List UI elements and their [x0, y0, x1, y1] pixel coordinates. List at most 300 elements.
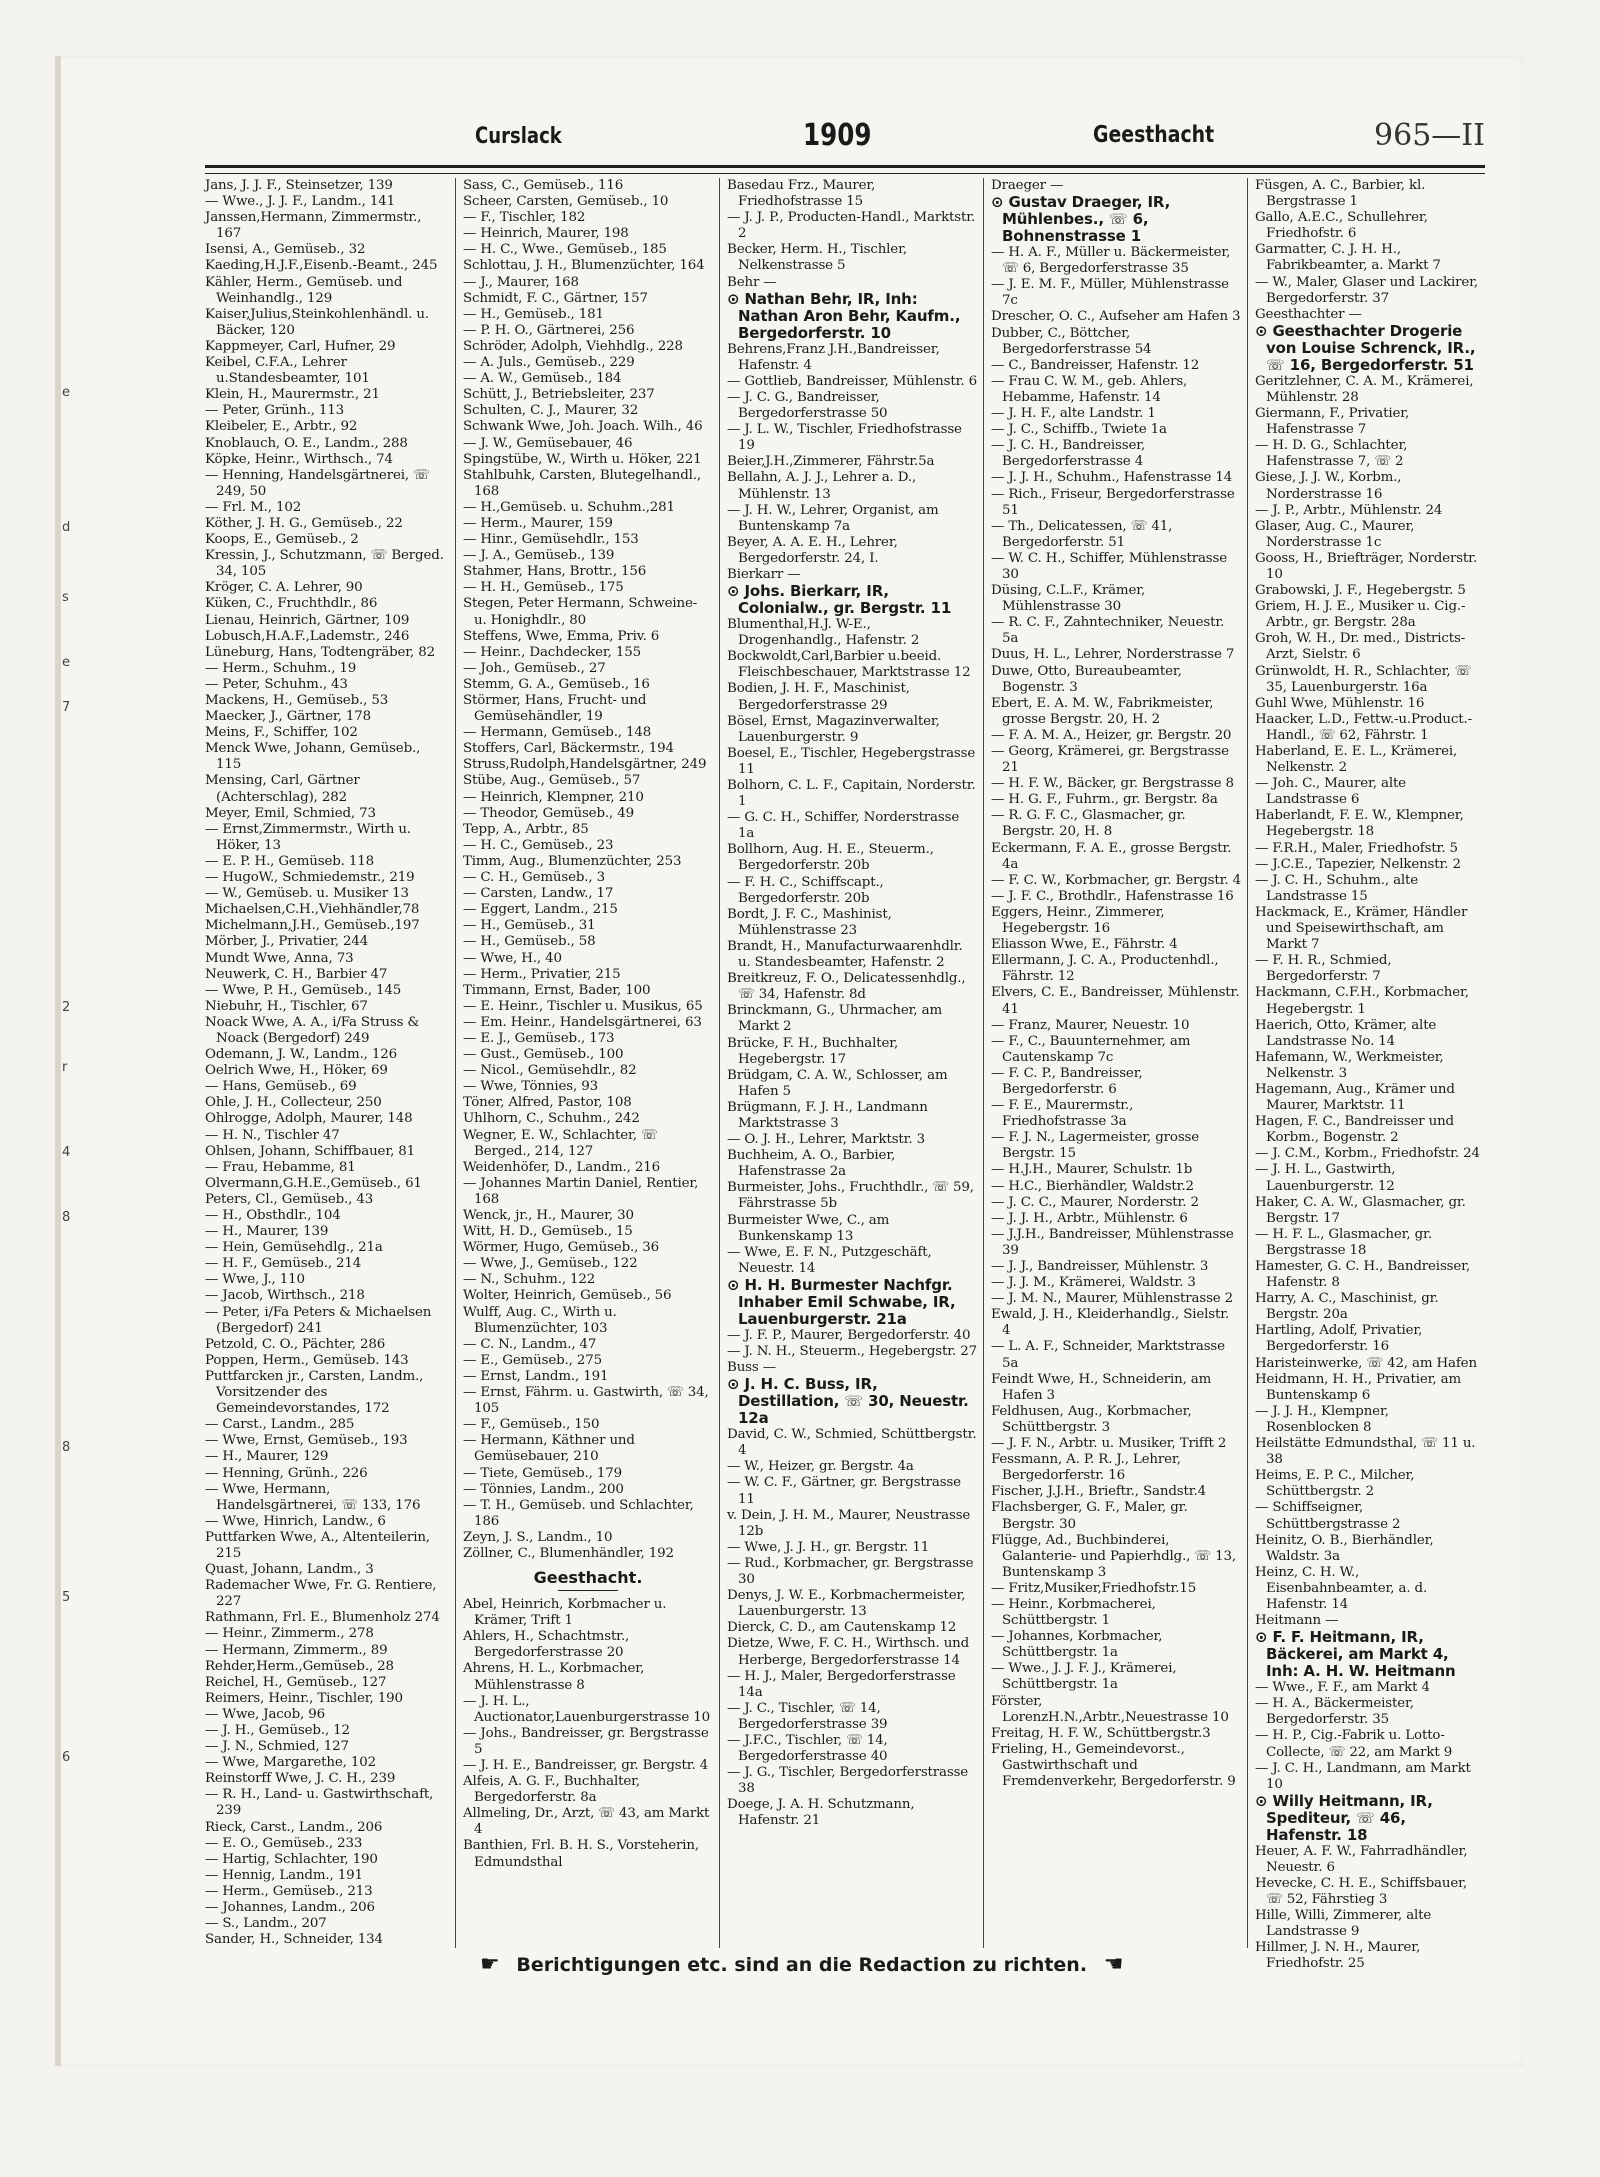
margin-mark: 8: [62, 1440, 71, 1455]
directory-entry: — H. A. F., Müller u. Bäckermeister, ☏ 6, Bergedorferstrasse 35: [991, 245, 1231, 277]
directory-entry: — H.,Gemüseb. u. Schuhm.,281: [463, 499, 675, 515]
directory-entry: Ohlsen, Johann, Schiffbauer, 81: [205, 1143, 416, 1159]
directory-entry: — F., Tischler, 182: [463, 210, 586, 226]
directory-entry: ⊙ Willy Heitmann, IR, Spediteur, ☏ 46, Hafenstr. 18: [1255, 1791, 1433, 1844]
directory-entry: Janssen,Hermann, Zimmermstr., 167: [205, 210, 422, 242]
directory-entry: Haberlandt, F. E. W., Klempner, Hegebergstr. 18: [1255, 808, 1464, 840]
directory-entry: — E., Gemüseb., 275: [463, 1352, 602, 1368]
directory-entry: — Herm., Gemüseb., 213: [205, 1883, 373, 1899]
directory-entry: — Hartig, Schlachter, 190: [205, 1851, 378, 1867]
directory-entry: — Herm., Schuhm., 19: [205, 660, 357, 676]
directory-entry: Stemm, G. A., Gemüseb., 16: [463, 676, 650, 692]
directory-entry: Quast, Johann, Landm., 3: [205, 1562, 374, 1578]
directory-entry: — J. J. H., Klempner, Rosenblocken 8: [1255, 1403, 1389, 1435]
directory-entry: Feldhusen, Aug., Korbmacher, Schüttbergstr. 3: [991, 1403, 1192, 1435]
directory-entry: Meyer, Emil, Schmied, 73: [205, 805, 376, 821]
directory-entry: Frieling, H., Gemeindevorst., Gastwirthschaft und Fremdenverkehr, Bergedorferstr. 9: [991, 1741, 1236, 1789]
directory-entry: Reinstorff Wwe, J. C. H., 239: [205, 1771, 396, 1787]
directory-entry: — J. C., Tischler, ☏ 14, Bergedorferstrasse 39: [727, 1700, 888, 1732]
directory-entry: Düsing, C.L.F., Krämer, Mühlenstrasse 30: [991, 583, 1146, 615]
directory-entry: Ahlers, H., Schachtmstr., Bergedorferstrasse 20: [463, 1629, 630, 1661]
directory-entry: — C. N., Landm., 47: [463, 1336, 597, 1352]
directory-entry: — H., Gemüseb., 58: [463, 934, 596, 950]
directory-entry: Geesthachter —: [1255, 306, 1362, 322]
directory-entry: — J. F. N., Arbtr. u. Musiker, Trifft 2: [991, 1436, 1227, 1452]
page-fold: [55, 56, 61, 2066]
directory-entry: Rademacher Wwe, Fr. G. Rentiere, 227: [205, 1578, 437, 1610]
directory-entry: — Hinr., Gemüsehdlr., 153: [463, 532, 639, 548]
margin-mark: 5: [62, 1590, 71, 1605]
directory-entry: — Johannes Martin Daniel, Rentier, 168: [463, 1175, 699, 1207]
directory-entry: Wegner, E. W., Schlachter, ☏ Berged., 214, 127: [463, 1127, 658, 1159]
directory-entry: — J. H. L., Auctionator,Lauenburgerstrasse 10: [463, 1693, 710, 1725]
directory-entry: — S., Landm., 207: [205, 1916, 327, 1932]
directory-entry: — Joh., Gemüseb., 27: [463, 660, 606, 676]
margin-mark: d: [62, 520, 71, 535]
directory-entry: Fischer, J.J.H., Brieftr., Sandstr.4: [991, 1484, 1206, 1500]
directory-entry: Zeyn, J. S., Landm., 10: [463, 1529, 613, 1545]
directory-entry: Duwe, Otto, Bureaubeamter, Bogenstr. 3: [991, 663, 1182, 695]
directory-entry: — Gust., Gemüseb., 100: [463, 1047, 624, 1063]
directory-entry: Kleibeler, E., Arbtr., 92: [205, 419, 358, 435]
directory-entry: Schwank Wwe, Joh. Joach. Wilh., 46: [463, 419, 703, 435]
directory-entry: — C. H., Gemüseb., 3: [463, 870, 605, 886]
directory-entry: — E. Heinr., Tischler u. Musikus, 65: [463, 998, 703, 1014]
directory-entry: — J. H., Gemüseb., 12: [205, 1723, 350, 1738]
directory-entry: — G. C. H., Schiffer, Norderstrasse 1a: [727, 810, 960, 842]
directory-entry: Eliasson Wwe, E., Fährstr. 4: [991, 937, 1178, 953]
directory-entry: Odemann, J. W., Landm., 126: [205, 1047, 397, 1063]
directory-entry: Küken, C., Fruchthdlr., 86: [205, 596, 378, 612]
directory-entry: — H., Obsthdlr., 104: [205, 1208, 341, 1223]
header-year: 1909: [803, 118, 872, 153]
directory-entry: Heims, E. P. C., Milcher, Schüttbergstr. 2: [1255, 1468, 1415, 1500]
directory-entry: Breitkreuz, F. O., Delicatessenhdlg., ☏ 34, Hafenstr. 8d: [727, 971, 966, 1003]
directory-entry: Heinitz, O. B., Bierhändler, Waldstr. 3a: [1255, 1532, 1434, 1564]
directory-entry: Rieck, Carst., Landm., 206: [205, 1819, 383, 1835]
directory-entry: Hamester, G. C. H., Bandreisser, Hafenstr. 8: [1255, 1259, 1471, 1291]
directory-entry: Becker, Herm. H., Tischler, Nelkenstrasse 5: [727, 242, 907, 274]
directory-entry: — J. C.M., Korbm., Friedhofstr. 24: [1255, 1146, 1480, 1162]
directory-entry: — Wwe, J. J. H., gr. Bergstr. 11: [727, 1539, 930, 1555]
directory-entry: Jans, J. J. F., Steinsetzer, 139: [205, 178, 393, 193]
directory-entry: Steffens, Wwe, Emma, Priv. 6: [463, 628, 660, 644]
directory-entry: — J. H. F., alte Landstr. 1: [991, 406, 1156, 422]
page-footer: [470, 1952, 1133, 1977]
section-title-geesthacht: Geesthacht.: [533, 1568, 643, 1588]
column-4: [991, 178, 1241, 1948]
directory-entry: Kähler, Herm., Gemüseb. und Weinhandlg., 129: [205, 274, 403, 306]
directory-entry: — Herm., Privatier, 215: [463, 966, 621, 982]
directory-entry: Alfeis, A. G. F., Buchhalter, Bergedorferstr. 8a: [463, 1774, 641, 1806]
column-5: [1255, 178, 1485, 1972]
directory-entry: Puttfarken Wwe, A., Altenteilerin, 215: [205, 1529, 430, 1561]
column-4-entries: [991, 178, 1241, 1790]
directory-entry: — F. A. M. A., Heizer, gr. Bergstr. 20: [991, 727, 1232, 743]
directory-entry: Dierck, C. D., am Cautenskamp 12: [727, 1620, 957, 1636]
directory-entry: — Theodor, Gemüseb., 49: [463, 805, 634, 821]
directory-entry: — J. J. H., Schuhm., Hafenstrasse 14: [991, 470, 1233, 486]
directory-entry: Wenck, jr., H., Maurer, 30: [463, 1208, 634, 1223]
directory-entry: Giese, J. J. W., Korbm., Norderstrasse 16: [1255, 470, 1402, 502]
directory-entry: — Heinr., Dachdecker, 155: [463, 644, 641, 660]
header-left-place: Curslack: [475, 124, 562, 149]
directory-entry: Peters, Cl., Gemüseb., 43: [205, 1191, 374, 1207]
directory-entry: Gallo, A.E.C., Schullehrer, Friedhofstr. 6: [1255, 210, 1428, 242]
directory-entry: — J. G., Tischler, Bergedorferstrasse 38: [727, 1765, 969, 1797]
directory-entry: Brinckmann, G., Uhrmacher, am Markt 2: [727, 1003, 943, 1035]
page-header: [195, 118, 1485, 162]
directory-entry: Eggers, Heinr., Zimmerer, Hegebergstr. 16: [991, 904, 1165, 937]
directory-entry: Heinz, C. H. W., Eisenbahnbeamter, a. d. Hafenstr. 14: [1255, 1564, 1428, 1612]
directory-entry: Keibel, C.F.A., Lehrer u.Standesbeamter, 101: [205, 355, 370, 387]
directory-entry: — J. N. H., Steuerm., Hegebergstr. 27: [727, 1344, 977, 1359]
margin-mark: 8: [62, 1210, 71, 1225]
directory-entry: — F. C. W., Korbmacher, gr. Bergstr. 4: [991, 872, 1241, 888]
directory-entry: Haker, C. A. W., Glasmacher, gr. Bergstr. 17: [1255, 1194, 1466, 1226]
directory-entry: — Wwe, Hermann, Handelsgärtnerei, ☏ 133, 176: [205, 1481, 421, 1513]
directory-entry: v. Dein, J. H. M., Maurer, Neustrasse 12b: [727, 1507, 971, 1539]
directory-entry: Zöllner, C., Blumenhändler, 192: [463, 1545, 674, 1561]
directory-entry: Haristeinwerke, ☏ 42, am Hafen: [1255, 1355, 1477, 1371]
directory-entry: — Hermann, Gemüseb., 148: [463, 725, 652, 741]
directory-entry: Klein, H., Maurermstr., 21: [205, 387, 380, 403]
directory-entry: — H. D. G., Schlachter, Hafenstrasse 7, ☏ 2: [1255, 438, 1408, 470]
directory-entry: Heilstätte Edmundsthal, ☏ 11 u. 38: [1255, 1436, 1476, 1468]
directory-entry: — H.C., Bierhändler, Waldstr.2: [991, 1178, 1194, 1194]
directory-entry: Buss —: [727, 1360, 776, 1376]
column-2: [463, 178, 713, 1948]
directory-entry: — W., Gemüseb. u. Musiker 13: [205, 886, 409, 902]
directory-entry: Ahrens, H. L., Korbmacher, Mühlenstrasse 8: [463, 1661, 645, 1693]
directory-entry: — Heinrich, Klempner, 210: [463, 789, 644, 805]
directory-entry: Brandt, H., Manufacturwaarenhdlr. u. Standesbeamter, Hafenstr. 2: [727, 938, 963, 971]
directory-entry: David, C. W., Schmied, Schüttbergstr. 4: [727, 1427, 977, 1459]
directory-entry: — Wwe, E. F. N., Putzgeschäft, Neuestr. 14: [727, 1244, 932, 1276]
directory-entry: — H.J.H., Maurer, Schulstr. 1b: [991, 1162, 1193, 1178]
directory-entry: — Peter, Grünh., 113: [205, 403, 345, 419]
directory-entry: Brügmann, F. J. H., Landmann Marktstrasse 3: [727, 1099, 928, 1131]
directory-entry: — F., Gemüseb., 150: [463, 1417, 600, 1433]
directory-entry: Isensi, A., Gemüseb., 32: [205, 242, 366, 258]
directory-entry: Bollhorn, Aug. H. E., Steuerm., Bergedorferstr. 20b: [727, 842, 934, 874]
directory-entry: — J. C. G., Bandreisser, Bergedorferstrasse 50: [727, 389, 888, 422]
directory-entry: Eckermann, F. A. E., grosse Bergstr. 4a: [991, 840, 1232, 872]
directory-entry: — H. G. F., Fuhrm., gr. Bergstr. 8a: [991, 792, 1218, 808]
directory-entry: — O. J. H., Lehrer, Marktstr. 3: [727, 1132, 926, 1148]
directory-entry: Oelrich Wwe, H., Höker, 69: [205, 1063, 388, 1079]
column-5-entries: [1255, 178, 1485, 1973]
directory-entry: Hille, Willi, Zimmerer, alte Landstrasse 9: [1255, 1908, 1432, 1940]
directory-entry: — Hans, Gemüseb., 69: [205, 1079, 357, 1095]
directory-entry: — F. C. P., Bandreisser, Bergedorferstr. 6: [991, 1065, 1143, 1097]
directory-entry: Wulff, Aug. C., Wirth u. Blumenzüchter, 103: [463, 1304, 617, 1336]
directory-entry: Stahmer, Hans, Brottr., 156: [463, 564, 647, 580]
directory-entry: Mackens, H., Gemüseb., 53: [205, 693, 389, 708]
directory-entry: — H., Maurer, 129: [205, 1449, 329, 1465]
margin-mark: 6: [62, 1750, 71, 1765]
directory-entry: Meins, F., Schiffer, 102: [205, 725, 358, 741]
directory-entry: — J. J., Bandreisser, Mühlenstr. 3: [991, 1259, 1209, 1274]
directory-entry: Guhl Wwe, Mühlenstr. 16: [1255, 695, 1425, 711]
pointing-hand-left-icon: ☛: [480, 1952, 500, 1977]
directory-entry: Blumenthal,H.J. W-E., Drogenhandlg., Hafenstr. 2: [727, 617, 920, 649]
directory-entry: — E. J., Gemüseb., 173: [463, 1030, 615, 1046]
directory-entry: Abel, Heinrich, Korbmacher u. Krämer, Trift 1: [463, 1597, 667, 1629]
column-separator: [455, 178, 456, 1948]
directory-entry: Doege, J. A. H. Schutzmann, Hafenstr. 21: [727, 1797, 915, 1829]
directory-entry: Grünwoldt, H. R., Schlachter, ☏ 35, Lauenburgerstr. 16a: [1255, 663, 1472, 695]
directory-entry: — Heinr., Zimmerm., 278: [205, 1626, 374, 1642]
directory-entry: Knoblauch, O. E., Landm., 288: [205, 435, 408, 451]
directory-entry: Elvers, C. E., Bandreisser, Mühlenstr. 41: [991, 985, 1240, 1017]
directory-entry: Spingstübe, W., Wirth u. Höker, 221: [463, 451, 702, 467]
directory-entry: — Henning, Grünh., 226: [205, 1465, 368, 1481]
directory-entry: Hillmer, J. N. H., Maurer, Friedhofstr. 25: [1255, 1940, 1421, 1972]
directory-entry: Ellermann, J. C. A., Productenhdl., Fährstr. 12: [991, 953, 1219, 985]
directory-entry: — Wwe, J., Gemüseb., 122: [463, 1256, 638, 1272]
directory-entry: — Wwe, P. H., Gemüseb., 145: [205, 982, 402, 998]
directory-entry: Bordt, J. F. C., Mashinist, Mühlenstrasse 23: [727, 906, 892, 938]
directory-entry: Duus, H. L., Lehrer, Norderstrasse 7: [991, 647, 1235, 663]
directory-entry: Burmeister, Johs., Fruchthdlr., ☏ 59, Fährstrasse 5b: [727, 1180, 974, 1212]
directory-entry: Burmeister Wwe, C., am Bunkenskamp 13: [727, 1212, 890, 1244]
directory-entry: — J. A., Gemüseb., 139: [463, 548, 615, 564]
directory-entry: — E. P. H., Gemüseb. 118: [205, 853, 374, 869]
directory-entry: Heuer, A. F. W., Fahrradhändler, Neuestr. 6: [1255, 1843, 1468, 1875]
directory-entry: — H. P., Cig.-Fabrik u. Lotto-Collecte, ☏ 22, am Markt 9: [1255, 1728, 1453, 1760]
directory-entry: Stahlbuhk, Carsten, Blutegelhandl., 168: [463, 467, 702, 499]
directory-entry: Füsgen, A. C., Barbier, kl. Bergstrasse 1: [1255, 178, 1426, 210]
directory-entry: Menck Wwe, Johann, Gemüseb., 115: [205, 741, 421, 773]
directory-entry: Störmer, Hans, Frucht- und Gemüsehändler, 19: [463, 693, 647, 725]
directory-entry: — Hennig, Landm., 191: [205, 1867, 363, 1883]
directory-entry: — Eggert, Landm., 215: [463, 902, 618, 918]
directory-entry: — H. A., Bäckermeister, Bergedorferstr. 35: [1255, 1696, 1414, 1728]
directory-entry: Kröger, C. A. Lehrer, 90: [205, 580, 363, 596]
directory-entry: ⊙ Johs. Bierkarr, IR, Colonialw., gr. Bergstr. 11: [727, 582, 952, 618]
footer-note: Berichtigungen etc. sind an die Redaction zu richten.: [516, 1954, 1088, 1976]
directory-entry: Stübe, Aug., Gemüseb., 57: [463, 773, 641, 789]
directory-entry: — N., Schuhm., 122: [463, 1272, 596, 1288]
directory-entry: — Wwe., J. J. F., Landm., 141: [205, 194, 395, 210]
directory-entry: — Wwe, Tönnies, 93: [463, 1079, 598, 1095]
section-title-underline: [558, 1590, 618, 1591]
directory-entry: Sass, C., Gemüseb., 116: [463, 178, 624, 193]
directory-entry: — J.F.C., Tischler, ☏ 14, Bergedorferstrasse 40: [727, 1732, 888, 1765]
directory-entry: Drescher, O. C., Aufseher am Hafen 3: [991, 309, 1241, 325]
directory-entry: Ebert, E. A. M. W., Fabrikmeister, grosse Bergstr. 20, H. 2: [991, 695, 1214, 727]
directory-entry: — Wwe, J., 110: [205, 1272, 305, 1288]
directory-entry: — Carst., Landm., 285: [205, 1417, 355, 1433]
directory-entry: ⊙ Nathan Behr, IR, Inh: Nathan Aron Behr, Kaufm., Bergedorferstr. 10: [727, 289, 961, 342]
directory-entry: — Wwe, Jacob, 96: [205, 1706, 325, 1722]
directory-entry: — Rich., Friseur, Bergedorferstrasse 51: [991, 486, 1235, 518]
directory-entry: ⊙ F. F. Heitmann, IR, Bäckerei, am Markt 4, Inh: A. H. W. Heitmann: [1255, 1628, 1456, 1681]
column-2-section-entries: [463, 1597, 713, 1871]
directory-entry: — J. J. H., Arbtr., Mühlenstr. 6: [991, 1210, 1188, 1226]
directory-entry: ⊙ Gustav Draeger, IR, Mühlenbes., ☏ 6, Bohnenstrasse 1: [991, 193, 1171, 246]
directory-entry: Freitag, H. F. W., Schüttbergstr.3: [991, 1725, 1211, 1741]
margin-mark: e: [62, 655, 70, 670]
directory-entry: — W. C. H., Schiffer, Mühlenstrasse 30: [991, 550, 1228, 582]
directory-entry: Heidmann, H. H., Privatier, am Buntenskamp 6: [1255, 1371, 1461, 1403]
directory-entry: Kappmeyer, Carl, Hufner, 29: [205, 338, 396, 354]
column-2-entries: [463, 178, 713, 1562]
directory-entry: — J. C. H., Schuhm., alte Landstrasse 15: [1255, 872, 1419, 904]
directory-entry: Ohlrogge, Adolph, Maurer, 148: [205, 1111, 413, 1127]
directory-entry: — Tiete, Gemüseb., 179: [463, 1465, 622, 1481]
directory-entry: Hevecke, C. H. E., Schiffsbauer, ☏ 52, Fährstieg 3: [1255, 1876, 1468, 1908]
directory-entry: Hackmack, E., Krämer, Händler und Speisewirthschaft, am Markt 7: [1255, 904, 1468, 953]
directory-entry: — Hein, Gemüsehdlg., 21a: [205, 1240, 383, 1256]
directory-entry: — HugoW., Schmiedemstr., 219: [205, 870, 415, 886]
directory-entry: — Fritz,Musiker,Friedhofstr.15: [991, 1580, 1197, 1596]
directory-entry: Lobusch,H.A.F.,Lademstr., 246: [205, 628, 410, 644]
directory-entry: Bolhorn, C. L. F., Capitain, Norderstr. 1: [727, 778, 976, 810]
directory-entry: — H., Gemüseb., 31: [463, 918, 596, 934]
directory-entry: Heitmann —: [1255, 1613, 1339, 1629]
directory-entry: — J. W., Gemüsebauer, 46: [463, 435, 633, 451]
directory-entry: — L. A. F., Schneider, Marktstrasse 5a: [991, 1339, 1225, 1371]
directory-entry: Groh, W. H., Dr. med., Districts-Arzt, Sielstr. 6: [1255, 631, 1466, 663]
directory-entry: Uhlhorn, C., Schuhm., 242: [463, 1111, 640, 1127]
margin-mark: 2: [62, 1000, 71, 1015]
directory-entry: — J. J. P., Producten-Handl., Marktstr. 2: [727, 210, 976, 242]
directory-entry: Poppen, Herm., Gemüseb. 143: [205, 1352, 409, 1368]
directory-entry: — F., C., Bauunternehmer, am Cautenskamp 7c: [991, 1033, 1191, 1065]
directory-entry: Griem, H. J. E., Musiker u. Cig.-Arbtr., gr. Bergstr. 28a: [1255, 599, 1466, 631]
directory-entry: — J. P., Arbtr., Mühlenstr. 24: [1255, 502, 1443, 518]
directory-entry: Koops, E., Gemüseb., 2: [205, 532, 359, 548]
header-right-place: Geesthacht: [1093, 122, 1215, 148]
directory-entry: — E. O., Gemüseb., 233: [205, 1835, 363, 1851]
directory-entry: — Frau C. W. M., geb. Ahlers, Hebamme, Hafenstr. 14: [991, 373, 1188, 405]
directory-entry: — Hermann, Zimmerm., 89: [205, 1642, 388, 1658]
directory-entry: — J. C. H., Bandreisser, Bergedorferstrasse 4: [991, 438, 1146, 470]
directory-entry: — Schiffseigner, Schüttbergstrasse 2: [1255, 1500, 1401, 1532]
directory-entry: Ohle, J. H., Collecteur, 250: [205, 1095, 382, 1111]
directory-entry: Draeger —: [991, 178, 1064, 193]
directory-entry: Beier,J.H.,Zimmerer, Fährstr.5a: [727, 454, 935, 470]
directory-entry: Gooss, H., Briefträger, Norderstr. 10: [1255, 550, 1478, 582]
directory-entry: Köpke, Heinr., Wirthsch., 74: [205, 451, 393, 467]
directory-entry: — J. E. M. F., Müller, Mühlenstrasse 7c: [991, 277, 1229, 309]
margin-mark: e: [62, 385, 70, 400]
directory-entry: Rehder,Herm.,Gemüseb., 28: [205, 1658, 394, 1674]
directory-entry: Basedau Frz., Maurer, Friedhofstrasse 15: [727, 178, 876, 210]
directory-entry: Behrens,Franz J.H.,Bandreisser, Hafenstr. 4: [727, 341, 940, 373]
directory-entry: — J. J. M., Krämerei, Waldstr. 3: [991, 1275, 1196, 1291]
directory-entry: — Wwe., J. J. F. J., Krämerei, Schüttbergstr. 1a: [991, 1661, 1177, 1693]
margin-mark: s: [62, 590, 69, 605]
directory-entry: — Peter, i/Fa Peters & Michaelsen (Bergedorf) 241: [205, 1304, 432, 1336]
directory-entry: Michelmann,J.H., Gemüseb.,197: [205, 918, 420, 934]
directory-entry: — Franz, Maurer, Neuestr. 10: [991, 1017, 1190, 1033]
directory-entry: — J. C. H., Landmann, am Markt 10: [1255, 1760, 1471, 1792]
directory-entry: Flachsberger, G. F., Maler, gr. Bergstr. 30: [991, 1500, 1188, 1532]
column-1: [205, 178, 447, 1948]
directory-entry: Schütt, J., Betriebsleiter, 237: [463, 387, 655, 403]
directory-entry: Schulten, C. J., Maurer, 32: [463, 403, 639, 419]
directory-entry: Hartling, Adolf, Privatier, Bergedorferstr. 16: [1255, 1323, 1423, 1355]
directory-entry: — Wwe., F. F., am Markt 4: [1255, 1680, 1430, 1696]
directory-entry: Denys, J. W. E., Korbmachermeister, Lauenburgerstr. 13: [727, 1588, 966, 1620]
margin-mark: r: [62, 1060, 68, 1075]
directory-entry: Feindt Wwe, H., Schneiderin, am Hafen 3: [991, 1371, 1212, 1403]
directory-entry: — H. F. W., Bäcker, gr. Bergstrasse 8: [991, 776, 1234, 792]
directory-entry: Weidenhöfer, D., Landm., 216: [463, 1159, 660, 1175]
directory-entry: Neuwerk, C. H., Barbier 47: [205, 966, 388, 982]
directory-entry: — Wwe, H., 40: [463, 950, 562, 966]
directory-entry: — H., Maurer, 139: [205, 1224, 329, 1240]
directory-entry: Michaelsen,C.H.,Viehhändler,78: [205, 902, 420, 918]
directory-entry: Mundt Wwe, Anna, 73: [205, 950, 354, 966]
directory-entry: — Nicol., Gemüsehdlr., 82: [463, 1063, 637, 1079]
directory-entry: Kaiser,Julius,Steinkohlenhändl. u. Bäcker, 120: [205, 306, 429, 338]
directory-entry: Scheer, Carsten, Gemüseb., 10: [463, 194, 669, 210]
directory-entry: — J. M. N., Maurer, Mühlenstrasse 2: [991, 1291, 1234, 1307]
directory-entry: Mörber, J., Privatier, 244: [205, 934, 369, 950]
directory-entry: — Georg, Krämerei, gr. Bergstrasse 21: [991, 744, 1229, 776]
directory-entry: — A. W., Gemüseb., 184: [463, 371, 622, 387]
directory-entry: — J., Maurer, 168: [463, 274, 579, 290]
directory-entry: Tepp, A., Arbtr., 85: [463, 821, 589, 837]
directory-entry: — R. G. F. C., Glasmacher, gr. Bergstr. 20, H. 8: [991, 808, 1186, 840]
directory-entry: Hafemann, W., Werkmeister, Nelkenstr. 3: [1255, 1049, 1444, 1081]
directory-entry: Töner, Alfred, Pastor, 108: [463, 1095, 632, 1111]
directory-entry: Kressin, J., Schutzmann, ☏ Berged. 34, 105: [205, 548, 444, 580]
directory-entry: Hackmann, C.F.H., Korbmacher, Hegebergstr. 1: [1255, 985, 1469, 1017]
directory-entry: Puttfarcken jr., Carsten, Landm., Vorsitzender des Gemeindevorstandes, 172: [205, 1368, 424, 1417]
margin-mark: 7: [62, 700, 71, 715]
directory-entry: — Joh. C., Maurer, alte Landstrasse 6: [1255, 776, 1406, 808]
directory-entry: Witt, H. D., Gemüseb., 15: [463, 1224, 633, 1240]
directory-entry: Reichel, H., Gemüseb., 127: [205, 1674, 387, 1690]
directory-entry: — F.R.H., Maler, Friedhofstr. 5: [1255, 840, 1458, 856]
directory-entry: — Ernst, Fährm. u. Gastwirth, ☏ 34, 105: [463, 1385, 709, 1417]
directory-entry: — H. C., Gemüseb., 23: [463, 837, 614, 853]
directory-entry: Schmidt, F. C., Gärtner, 157: [463, 290, 648, 306]
directory-entry: — Johannes, Korbmacher, Schüttbergstr. 1a: [991, 1629, 1163, 1661]
directory-entry: Mensing, Carl, Gärtner (Achterschlag), 282: [205, 773, 360, 805]
directory-entry: — A. Juls., Gemüseb., 229: [463, 355, 635, 371]
directory-entry: — Tönnies, Landm., 200: [463, 1481, 624, 1497]
directory-entry: Bockwoldt,Carl,Barbier u.beeid. Fleischbeschauer, Marktstrasse 12: [727, 649, 971, 681]
directory-entry: Garmatter, C. J. H. H., Fabrikbeamter, a. Markt 7: [1255, 242, 1441, 274]
column-1-entries: [205, 178, 447, 1948]
column-separator: [719, 178, 720, 1948]
directory-entry: — F. J. N., Lagermeister, grosse Bergstr. 15: [991, 1130, 1200, 1162]
directory-entry: Ewald, J. H., Kleiderhandlg., Sielstr. 4: [991, 1307, 1230, 1339]
directory-entry: — Henning, Handelsgärtnerei, ☏ 249, 50: [205, 467, 430, 499]
directory-entry: — Frau, Hebamme, 81: [205, 1159, 356, 1175]
directory-entry: Glaser, Aug. C., Maurer, Norderstrasse 1c: [1255, 518, 1415, 550]
directory-entry: — J. F. C., Brothdlr., Hafenstrasse 16: [991, 888, 1234, 904]
directory-entry: Schlottau, J. H., Blumenzüchter, 164: [463, 258, 705, 274]
directory-entry: Petzold, C. O., Pächter, 286: [205, 1336, 386, 1352]
directory-entry: Timmann, Ernst, Bader, 100: [463, 982, 651, 998]
directory-entry: Flügge, Ad., Buchbinderei, Galanterie- und Papierhdlg., ☏ 13, Buntenskamp 3: [991, 1532, 1236, 1580]
directory-entry: — F. H. C., Schiffscapt., Bergedorferstr. 20b: [727, 874, 884, 906]
directory-entry: Haacker, L.D., Fettw.-u.Product.-Handl., ☏ 62, Fährstr. 1: [1255, 711, 1472, 743]
directory-entry: — F. H. R., Schmied, Bergedorferstr. 7: [1255, 953, 1392, 985]
directory-entry: Struss,Rudolph,Handelsgärtner, 249: [463, 757, 707, 773]
directory-entry: ⊙ H. H. Burmester Nachfgr. Inhaber Emil Schwabe, IR, Lauenburgerstr. 21a: [727, 1275, 956, 1328]
directory-entry: Wolter, Heinrich, Gemüseb., 56: [463, 1288, 672, 1304]
directory-entry: Stoffers, Carl, Bäckermstr., 194: [463, 741, 674, 757]
directory-entry: — J. C., Schiffb., Twiete 1a: [991, 422, 1167, 438]
